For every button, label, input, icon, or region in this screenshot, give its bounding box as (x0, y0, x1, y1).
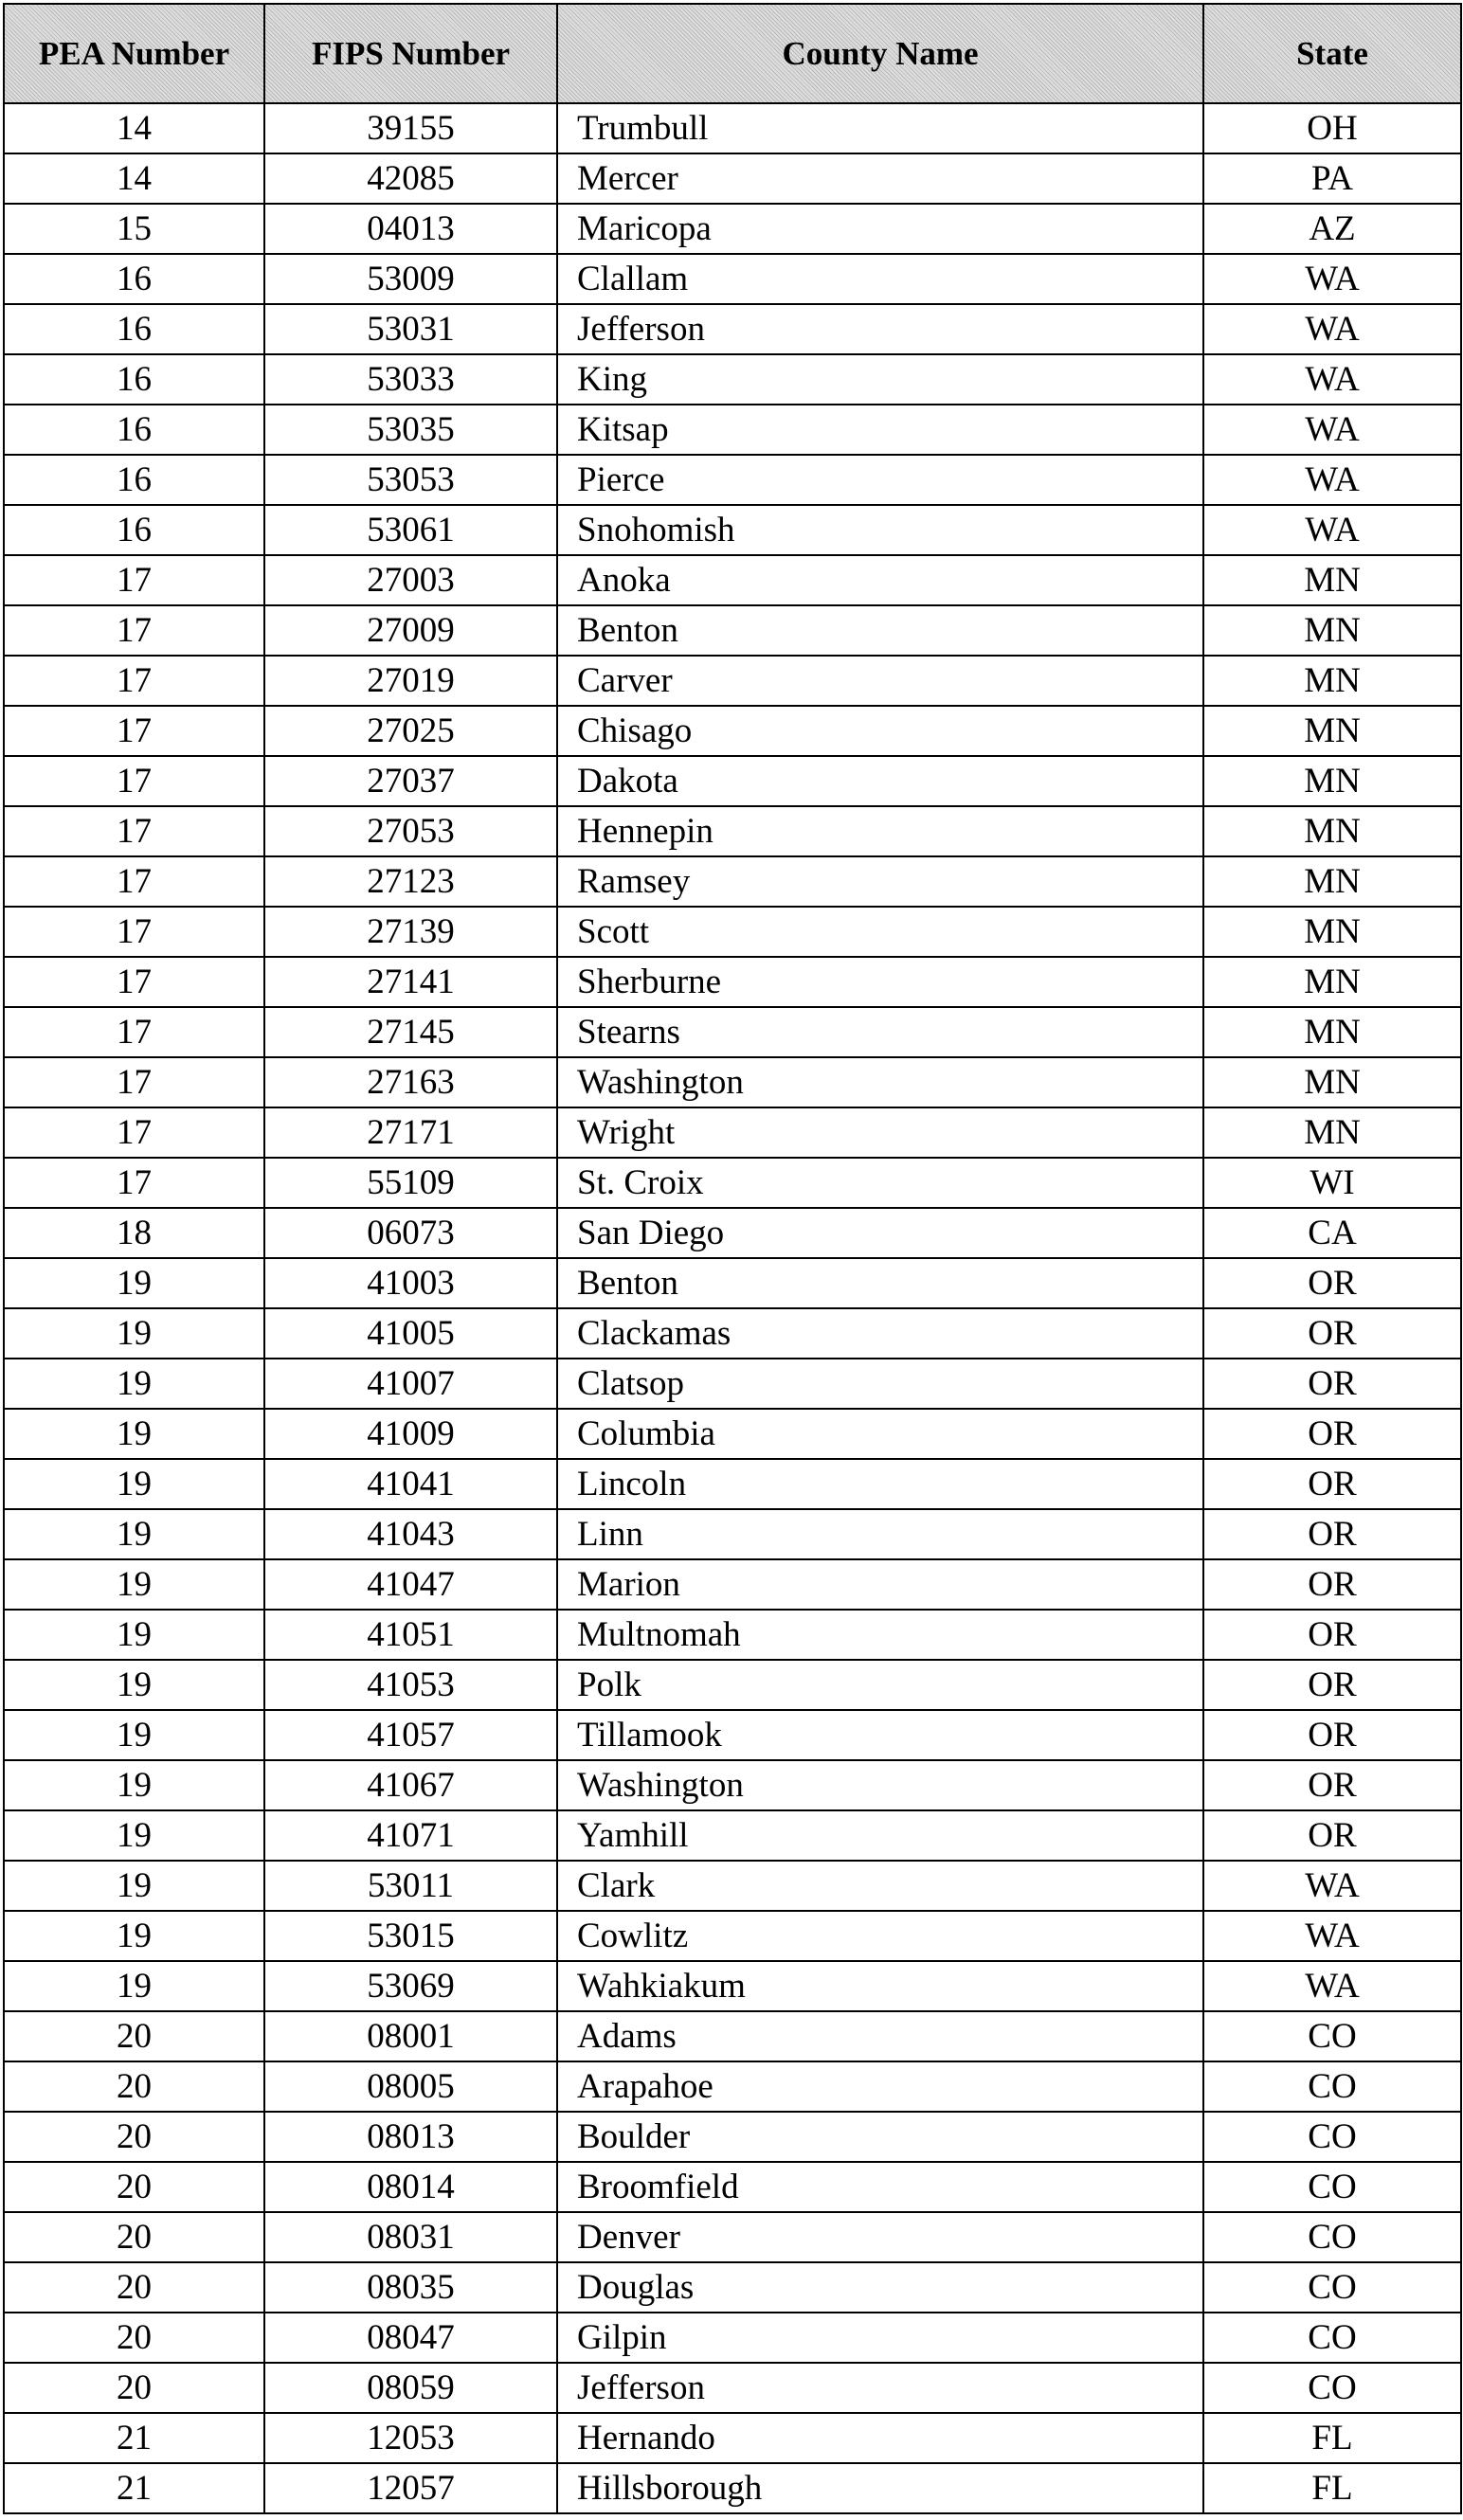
pea-number-cell: 16 (4, 505, 264, 555)
county-name-cell: Sherburne (557, 957, 1203, 1007)
fips-number-cell: 41051 (264, 1610, 557, 1660)
fips-number-cell: 27163 (264, 1057, 557, 1107)
table-row (4, 254, 1461, 304)
pea-number-cell: 20 (4, 2363, 264, 2413)
county-name-cell: Scott (557, 907, 1203, 957)
county-name-cell: Carver (557, 656, 1203, 706)
header-county-name: County Name (557, 4, 1203, 103)
county-name-cell: Jefferson (557, 2363, 1203, 2413)
state-cell: MN (1203, 656, 1461, 706)
state-cell: WA (1203, 354, 1461, 405)
fips-number-cell: 53011 (264, 1861, 557, 1911)
county-name-cell: Linn (557, 1509, 1203, 1559)
pea-number-cell: 20 (4, 2262, 264, 2313)
state-cell: MN (1203, 907, 1461, 957)
table-row (4, 2463, 1461, 2513)
county-name-cell: Marion (557, 1559, 1203, 1610)
table-row (4, 706, 1461, 756)
fips-number-cell: 27009 (264, 605, 557, 656)
fips-number-cell: 53015 (264, 1911, 557, 1961)
fips-number-cell: 41007 (264, 1359, 557, 1409)
state-cell: MN (1203, 1107, 1461, 1158)
county-name-cell: Dakota (557, 756, 1203, 806)
state-cell: CO (1203, 2112, 1461, 2162)
state-cell: MN (1203, 555, 1461, 605)
pea-number-cell: 19 (4, 1961, 264, 2011)
state-cell: CO (1203, 2011, 1461, 2061)
fips-number-cell: 27145 (264, 1007, 557, 1057)
fips-number-cell: 41003 (264, 1258, 557, 1308)
fips-number-cell: 53031 (264, 304, 557, 354)
county-name-cell: Benton (557, 1258, 1203, 1308)
county-name-cell: Columbia (557, 1409, 1203, 1459)
fips-number-cell: 53069 (264, 1961, 557, 2011)
state-cell: OR (1203, 1509, 1461, 1559)
pea-number-cell: 16 (4, 405, 264, 455)
pea-number-cell: 19 (4, 1810, 264, 1861)
pea-number-cell: 17 (4, 656, 264, 706)
county-name-cell: Kitsap (557, 405, 1203, 455)
state-cell: FL (1203, 2463, 1461, 2513)
fips-number-cell: 27171 (264, 1107, 557, 1158)
fips-number-cell: 53053 (264, 455, 557, 505)
fips-number-cell: 27053 (264, 806, 557, 856)
table-row (4, 405, 1461, 455)
table-row (4, 1459, 1461, 1509)
fips-number-cell: 12057 (264, 2463, 557, 2513)
state-cell: WA (1203, 254, 1461, 304)
fips-number-cell: 53061 (264, 505, 557, 555)
table-row (4, 1057, 1461, 1107)
state-cell: OR (1203, 1559, 1461, 1610)
table-row (4, 1610, 1461, 1660)
fips-number-cell: 39155 (264, 103, 557, 153)
pea-number-cell: 20 (4, 2011, 264, 2061)
table-row (4, 2363, 1461, 2413)
county-name-cell: Hernando (557, 2413, 1203, 2463)
county-name-cell: Gilpin (557, 2313, 1203, 2363)
state-cell: CO (1203, 2212, 1461, 2262)
pea-number-cell: 21 (4, 2463, 264, 2513)
pea-number-cell: 19 (4, 1559, 264, 1610)
county-name-cell: Multnomah (557, 1610, 1203, 1660)
county-name-cell: Washington (557, 1057, 1203, 1107)
fips-number-cell: 55109 (264, 1158, 557, 1208)
table-row (4, 1359, 1461, 1409)
fips-number-cell: 12053 (264, 2413, 557, 2463)
table-row (4, 2061, 1461, 2112)
state-cell: CO (1203, 2061, 1461, 2112)
pea-number-cell: 19 (4, 1258, 264, 1308)
county-name-cell: King (557, 354, 1203, 405)
header-state: State (1203, 4, 1461, 103)
table-row (4, 1861, 1461, 1911)
county-name-cell: Clallam (557, 254, 1203, 304)
county-name-cell: Lincoln (557, 1459, 1203, 1509)
table-row (4, 2313, 1461, 2363)
state-cell: WI (1203, 1158, 1461, 1208)
pea-number-cell: 19 (4, 1359, 264, 1409)
pea-number-cell: 19 (4, 1911, 264, 1961)
state-cell: OR (1203, 1810, 1461, 1861)
county-name-cell: Clatsop (557, 1359, 1203, 1409)
table-row (4, 354, 1461, 405)
state-cell: CO (1203, 2363, 1461, 2413)
fips-number-cell: 08031 (264, 2212, 557, 2262)
table-row (4, 1660, 1461, 1710)
pea-number-cell: 17 (4, 907, 264, 957)
table-row (4, 2262, 1461, 2313)
table-row (4, 555, 1461, 605)
state-cell: MN (1203, 756, 1461, 806)
table-row (4, 153, 1461, 204)
state-cell: FL (1203, 2413, 1461, 2463)
fips-number-cell: 27025 (264, 706, 557, 756)
table-row (4, 1208, 1461, 1258)
fips-number-cell: 08013 (264, 2112, 557, 2162)
fips-number-cell: 41071 (264, 1810, 557, 1861)
pea-number-cell: 17 (4, 1007, 264, 1057)
fips-number-cell: 41067 (264, 1760, 557, 1810)
pea-number-cell: 19 (4, 1459, 264, 1509)
table-row (4, 1961, 1461, 2011)
fips-number-cell: 08001 (264, 2011, 557, 2061)
pea-number-cell: 17 (4, 555, 264, 605)
pea-number-cell: 19 (4, 1509, 264, 1559)
county-name-cell: Pierce (557, 455, 1203, 505)
table-row (4, 2011, 1461, 2061)
state-cell: WA (1203, 455, 1461, 505)
fips-number-cell: 41057 (264, 1710, 557, 1760)
fips-number-cell: 53033 (264, 354, 557, 405)
table-row (4, 1158, 1461, 1208)
fips-number-cell: 04013 (264, 204, 557, 254)
table-row (4, 1509, 1461, 1559)
pea-number-cell: 17 (4, 605, 264, 656)
state-cell: OR (1203, 1359, 1461, 1409)
pea-number-cell: 14 (4, 153, 264, 204)
state-cell: OR (1203, 1610, 1461, 1660)
county-name-cell: Benton (557, 605, 1203, 656)
table-row (4, 957, 1461, 1007)
state-cell: OR (1203, 1760, 1461, 1810)
table-row (4, 1710, 1461, 1760)
table-body (4, 103, 1461, 2513)
state-cell: AZ (1203, 204, 1461, 254)
state-cell: OR (1203, 1710, 1461, 1760)
county-name-cell: Wahkiakum (557, 1961, 1203, 2011)
county-name-cell: Broomfield (557, 2162, 1203, 2212)
pea-number-cell: 19 (4, 1760, 264, 1810)
state-cell: WA (1203, 505, 1461, 555)
pea-county-table (3, 3, 1462, 2514)
fips-number-cell: 27037 (264, 756, 557, 806)
pea-number-cell: 19 (4, 1409, 264, 1459)
state-cell: OR (1203, 1258, 1461, 1308)
fips-number-cell: 27019 (264, 656, 557, 706)
pea-number-cell: 18 (4, 1208, 264, 1258)
county-name-cell: Denver (557, 2212, 1203, 2262)
table-row (4, 1007, 1461, 1057)
county-name-cell: Polk (557, 1660, 1203, 1710)
county-name-cell: Clark (557, 1861, 1203, 1911)
state-cell: MN (1203, 1057, 1461, 1107)
fips-number-cell: 08014 (264, 2162, 557, 2212)
pea-number-cell: 16 (4, 304, 264, 354)
state-cell: MN (1203, 957, 1461, 1007)
fips-number-cell: 41047 (264, 1559, 557, 1610)
pea-number-cell: 17 (4, 1057, 264, 1107)
table-row (4, 1308, 1461, 1359)
table-row (4, 1107, 1461, 1158)
fips-number-cell: 41053 (264, 1660, 557, 1710)
fips-number-cell: 06073 (264, 1208, 557, 1258)
fips-number-cell: 41041 (264, 1459, 557, 1509)
pea-number-cell: 14 (4, 103, 264, 153)
state-cell: OR (1203, 1660, 1461, 1710)
fips-number-cell: 27139 (264, 907, 557, 957)
county-name-cell: Cowlitz (557, 1911, 1203, 1961)
fips-number-cell: 08059 (264, 2363, 557, 2413)
state-cell: MN (1203, 605, 1461, 656)
county-name-cell: Boulder (557, 2112, 1203, 2162)
state-cell: WA (1203, 1911, 1461, 1961)
table-row (4, 756, 1461, 806)
county-name-cell: Trumbull (557, 103, 1203, 153)
pea-number-cell: 20 (4, 2061, 264, 2112)
state-cell: OR (1203, 1459, 1461, 1509)
state-cell: CO (1203, 2262, 1461, 2313)
fips-number-cell: 08047 (264, 2313, 557, 2363)
table-row (4, 1760, 1461, 1810)
pea-number-cell: 20 (4, 2112, 264, 2162)
pea-number-cell: 20 (4, 2162, 264, 2212)
header-fips-number: FIPS Number (264, 4, 557, 103)
state-cell: MN (1203, 856, 1461, 907)
county-name-cell: San Diego (557, 1208, 1203, 1258)
pea-number-cell: 16 (4, 455, 264, 505)
pea-number-cell: 19 (4, 1861, 264, 1911)
pea-number-cell: 20 (4, 2313, 264, 2363)
pea-number-cell: 19 (4, 1610, 264, 1660)
state-cell: OH (1203, 103, 1461, 153)
pea-number-cell: 17 (4, 1158, 264, 1208)
state-cell: CO (1203, 2162, 1461, 2212)
table-row (4, 1810, 1461, 1861)
state-cell: CA (1203, 1208, 1461, 1258)
county-name-cell: Adams (557, 2011, 1203, 2061)
table-row (4, 304, 1461, 354)
county-name-cell: Washington (557, 1760, 1203, 1810)
header-row (4, 4, 1461, 103)
county-name-cell: Arapahoe (557, 2061, 1203, 2112)
table-row (4, 1911, 1461, 1961)
table-row (4, 505, 1461, 555)
fips-number-cell: 27141 (264, 957, 557, 1007)
pea-number-cell: 17 (4, 957, 264, 1007)
county-name-cell: Hillsborough (557, 2463, 1203, 2513)
county-name-cell: Douglas (557, 2262, 1203, 2313)
fips-number-cell: 53009 (264, 254, 557, 304)
pea-number-cell: 19 (4, 1660, 264, 1710)
table-row (4, 907, 1461, 957)
pea-number-cell: 17 (4, 706, 264, 756)
state-cell: MN (1203, 1007, 1461, 1057)
table-row (4, 455, 1461, 505)
county-name-cell: Mercer (557, 153, 1203, 204)
state-cell: WA (1203, 304, 1461, 354)
county-name-cell: Ramsey (557, 856, 1203, 907)
pea-number-cell: 20 (4, 2212, 264, 2262)
state-cell: MN (1203, 806, 1461, 856)
state-cell: WA (1203, 1961, 1461, 2011)
table-row (4, 1409, 1461, 1459)
county-name-cell: St. Croix (557, 1158, 1203, 1208)
pea-number-cell: 17 (4, 806, 264, 856)
county-name-cell: Maricopa (557, 204, 1203, 254)
table-row (4, 204, 1461, 254)
pea-number-cell: 19 (4, 1710, 264, 1760)
table-row (4, 856, 1461, 907)
state-cell: WA (1203, 405, 1461, 455)
county-name-cell: Stearns (557, 1007, 1203, 1057)
state-cell: CO (1203, 2313, 1461, 2363)
table-row (4, 2162, 1461, 2212)
pea-number-cell: 17 (4, 1107, 264, 1158)
fips-number-cell: 41005 (264, 1308, 557, 1359)
fips-number-cell: 27003 (264, 555, 557, 605)
fips-number-cell: 53035 (264, 405, 557, 455)
state-cell: WA (1203, 1861, 1461, 1911)
pea-number-cell: 16 (4, 254, 264, 304)
pea-number-cell: 19 (4, 1308, 264, 1359)
county-name-cell: Yamhill (557, 1810, 1203, 1861)
table-header (4, 4, 1461, 103)
fips-number-cell: 42085 (264, 153, 557, 204)
county-name-cell: Chisago (557, 706, 1203, 756)
table-row (4, 2413, 1461, 2463)
fips-number-cell: 41043 (264, 1509, 557, 1559)
county-name-cell: Jefferson (557, 304, 1203, 354)
fips-number-cell: 08005 (264, 2061, 557, 2112)
county-name-cell: Tillamook (557, 1710, 1203, 1760)
pea-number-cell: 15 (4, 204, 264, 254)
county-name-cell: Snohomish (557, 505, 1203, 555)
table-row (4, 605, 1461, 656)
fips-number-cell: 27123 (264, 856, 557, 907)
table-row (4, 806, 1461, 856)
county-name-cell: Clackamas (557, 1308, 1203, 1359)
pea-number-cell: 16 (4, 354, 264, 405)
pea-number-cell: 21 (4, 2413, 264, 2463)
state-cell: OR (1203, 1308, 1461, 1359)
fips-number-cell: 08035 (264, 2262, 557, 2313)
county-name-cell: Anoka (557, 555, 1203, 605)
header-pea-number: PEA Number (4, 4, 264, 103)
table-row (4, 103, 1461, 153)
table-row (4, 1258, 1461, 1308)
fips-number-cell: 41009 (264, 1409, 557, 1459)
table-row (4, 2112, 1461, 2162)
pea-number-cell: 17 (4, 856, 264, 907)
state-cell: PA (1203, 153, 1461, 204)
table-row (4, 1559, 1461, 1610)
county-name-cell: Hennepin (557, 806, 1203, 856)
state-cell: MN (1203, 706, 1461, 756)
state-cell: OR (1203, 1409, 1461, 1459)
pea-number-cell: 17 (4, 756, 264, 806)
table-row (4, 2212, 1461, 2262)
table-row (4, 656, 1461, 706)
county-name-cell: Wright (557, 1107, 1203, 1158)
